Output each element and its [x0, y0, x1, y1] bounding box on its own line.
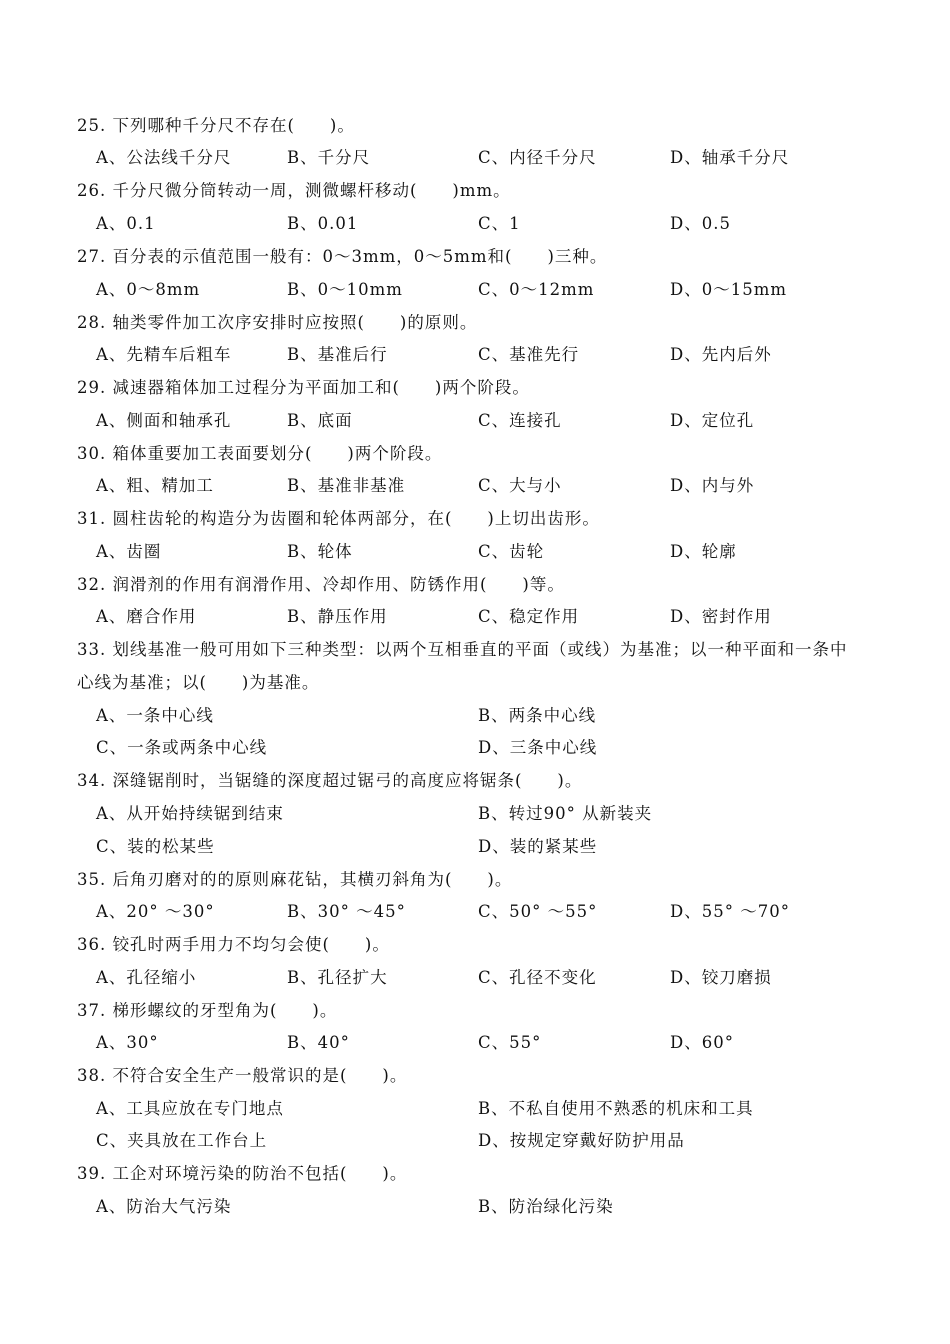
question-stem: 26. 千分尺微分筒转动一周，测微螺杆移动( )mm。: [77, 181, 511, 200]
option-d: D、装的紧某些: [478, 837, 598, 856]
option-c: C、55°: [478, 1033, 542, 1052]
question-stem: 29. 减速器箱体加工过程分为平面加工和( )两个阶段。: [77, 378, 530, 397]
question-stem: 35. 后角刃磨对的的原则麻花钻，其横刃斜角为( )。: [77, 870, 513, 889]
option-a: A、从开始持续锯到结束: [96, 804, 284, 823]
question-stem: 38. 不符合安全生产一般常识的是( )。: [77, 1066, 408, 1085]
option-d: D、轴承千分尺: [670, 148, 790, 167]
question-stem-continued: 心线为基准；以( )为基准。: [77, 673, 320, 692]
option-b: B、0.01: [287, 214, 359, 233]
option-a: A、磨合作用: [96, 607, 197, 626]
option-a: A、齿圈: [96, 542, 162, 561]
option-c: C、一条或两条中心线: [96, 738, 268, 757]
option-d: D、先内后外: [670, 345, 772, 364]
option-c: C、夹具放在工作台上: [96, 1131, 268, 1150]
option-b: B、千分尺: [287, 148, 371, 167]
option-d: D、55° ～70°: [670, 902, 790, 921]
option-a: A、20° ～30°: [96, 902, 215, 921]
option-c: C、装的松某些: [96, 837, 215, 856]
option-b: B、30° ～45°: [287, 902, 406, 921]
question-stem: 34. 深缝锯削时，当锯缝的深度超过锯弓的高度应将锯条( )。: [77, 771, 583, 790]
option-b: B、底面: [287, 411, 353, 430]
option-a: A、30°: [96, 1033, 159, 1052]
option-d: D、定位孔: [670, 411, 755, 430]
option-b: B、基准后行: [287, 345, 388, 364]
option-a: A、粗、精加工: [96, 476, 214, 495]
option-c: C、50° ～55°: [478, 902, 598, 921]
question-stem: 30. 箱体重要加工表面要划分( )两个阶段。: [77, 444, 443, 463]
option-c: C、内径千分尺: [478, 148, 597, 167]
option-a: A、防治大气污染: [96, 1197, 232, 1216]
option-a: A、0.1: [96, 214, 156, 233]
option-d: D、轮廓: [670, 542, 737, 561]
question-stem: 37. 梯形螺纹的牙型角为( )。: [77, 1001, 338, 1020]
option-c: C、基准先行: [478, 345, 580, 364]
option-c: C、1: [478, 214, 521, 233]
option-a: A、0～8mm: [96, 280, 201, 299]
option-a: A、工具应放在专门地点: [96, 1099, 284, 1118]
question-stem: 27. 百分表的示值范围一般有：0～3mm，0～5mm和( )三种。: [77, 247, 608, 266]
question-stem: 25. 下列哪种千分尺不存在( )。: [77, 116, 355, 135]
question-stem: 36. 铰孔时两手用力不均匀会使( )。: [77, 935, 390, 954]
option-a: A、一条中心线: [96, 706, 214, 725]
option-a: A、侧面和轴承孔: [96, 411, 232, 430]
option-c: C、连接孔: [478, 411, 562, 430]
option-b: B、不私自使用不熟悉的机床和工具: [478, 1099, 754, 1118]
option-d: D、60°: [670, 1033, 734, 1052]
option-c: C、齿轮: [478, 542, 545, 561]
option-b: B、静压作用: [287, 607, 388, 626]
option-b: B、0～10mm: [287, 280, 403, 299]
option-d: D、内与外: [670, 476, 755, 495]
option-b: B、基准非基准: [287, 476, 406, 495]
option-b: B、40°: [287, 1033, 350, 1052]
option-b: B、防治绿化污染: [478, 1197, 614, 1216]
option-d: D、铰刀磨损: [670, 968, 772, 987]
option-b: B、转过90° 从新装夹: [478, 804, 653, 823]
option-c: C、0～12mm: [478, 280, 595, 299]
question-stem: 31. 圆柱齿轮的构造分为齿圈和轮体两部分，在( )上切出齿形。: [77, 509, 600, 528]
option-d: D、密封作用: [670, 607, 772, 626]
option-a: A、先精车后粗车: [96, 345, 232, 364]
option-c: C、大与小: [478, 476, 562, 495]
option-c: C、稳定作用: [478, 607, 580, 626]
question-stem: 39. 工企对环境污染的防治不包括( )。: [77, 1164, 408, 1183]
option-d: D、按规定穿戴好防护用品: [478, 1131, 685, 1150]
option-a: A、孔径缩小: [96, 968, 197, 987]
question-stem: 32. 润滑剂的作用有润滑作用、冷却作用、防锈作用( )等。: [77, 575, 565, 594]
option-b: B、孔径扩大: [287, 968, 388, 987]
option-a: A、公法线千分尺: [96, 148, 232, 167]
option-d: D、0.5: [670, 214, 731, 233]
option-d: D、三条中心线: [478, 738, 598, 757]
option-b: B、两条中心线: [478, 706, 597, 725]
option-b: B、轮体: [287, 542, 353, 561]
option-c: C、孔径不变化: [478, 968, 597, 987]
question-stem: 28. 轴类零件加工次序安排时应按照( )的原则。: [77, 313, 478, 332]
question-stem: 33. 划线基准一般可用如下三种类型：以两个互相垂直的平面（或线）为基准；以一种平面和一条中: [77, 640, 848, 659]
option-d: D、0～15mm: [670, 280, 788, 299]
